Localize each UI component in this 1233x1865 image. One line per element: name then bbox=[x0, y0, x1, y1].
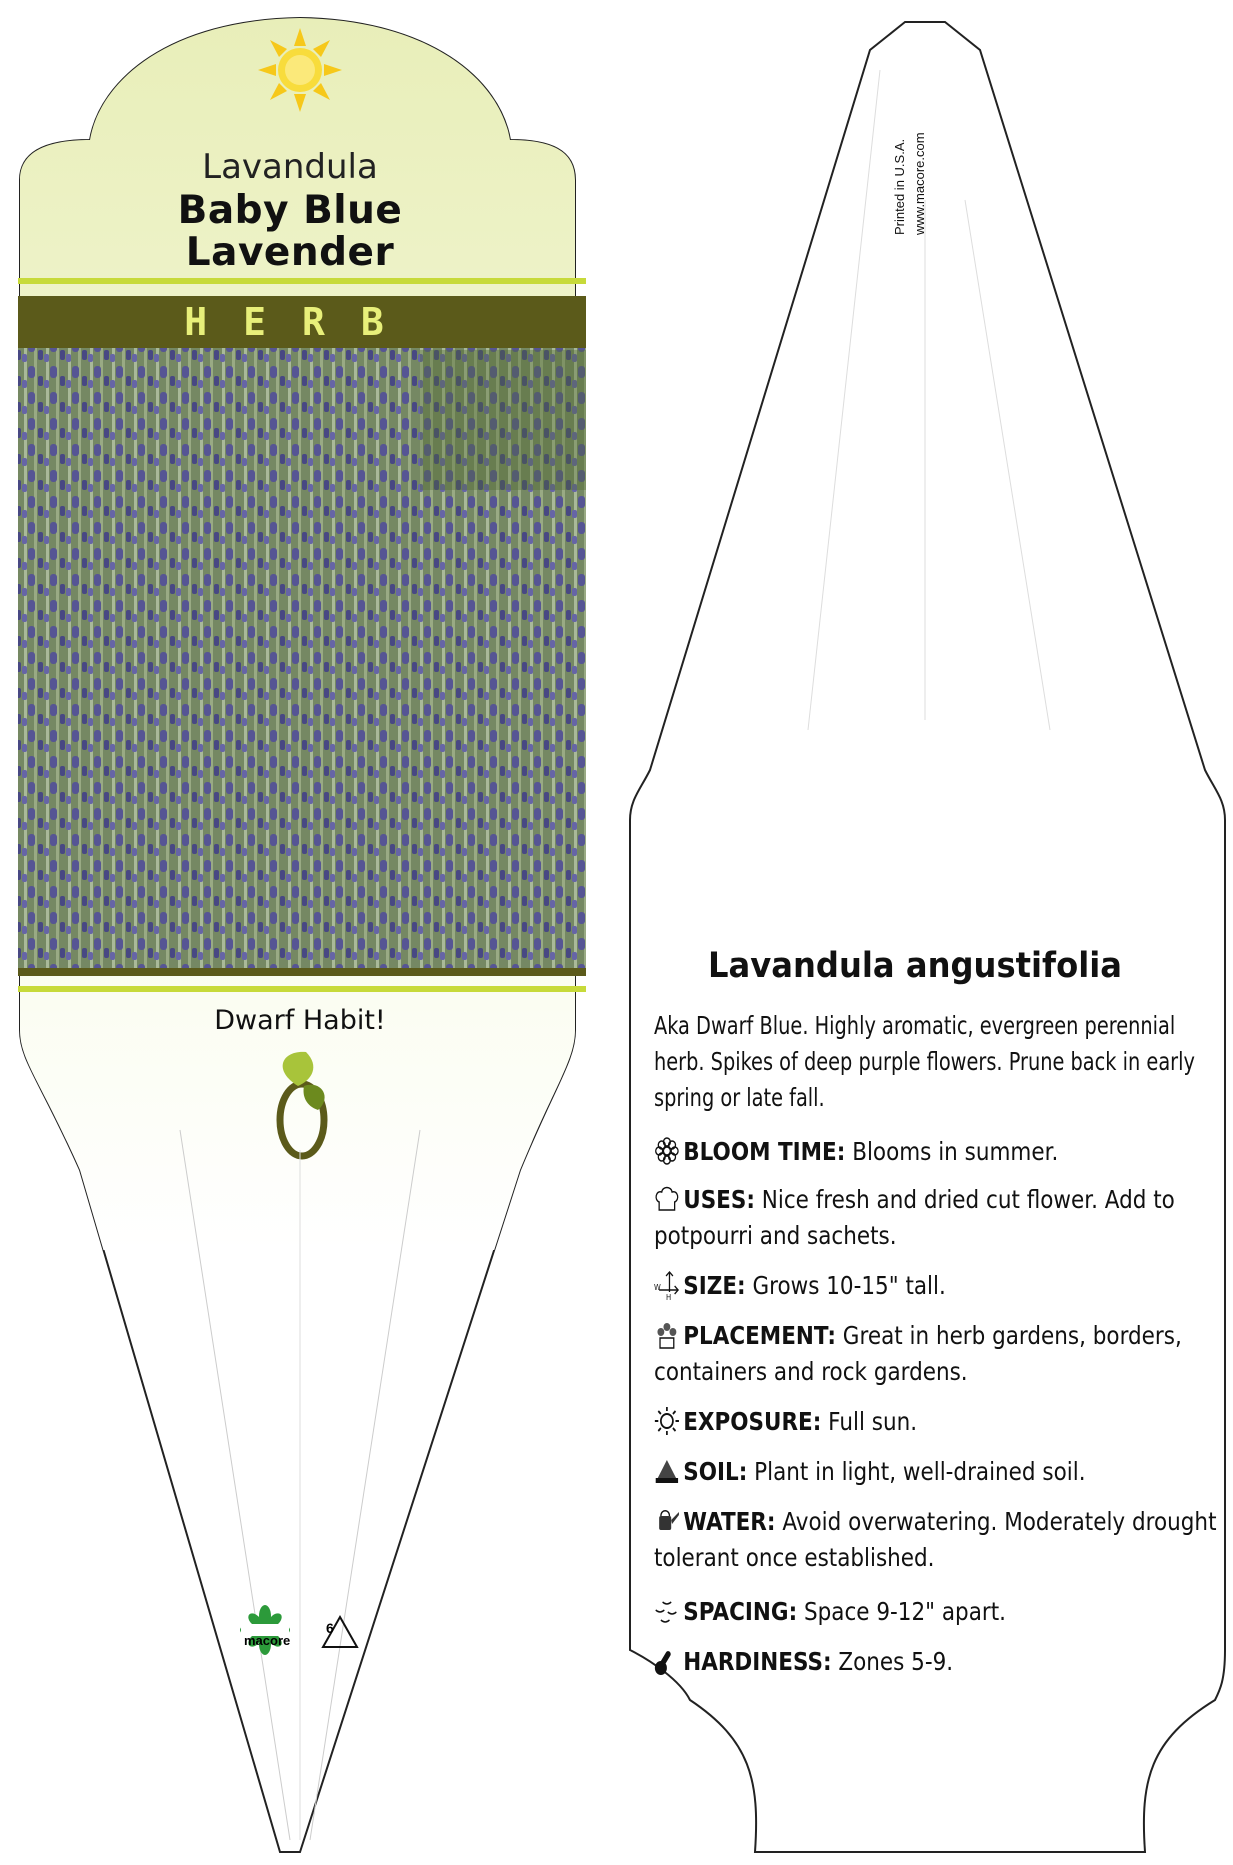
attr-label: PLACEMENT: bbox=[683, 1321, 836, 1350]
attr-label: SPACING: bbox=[683, 1597, 798, 1626]
sun-outline-icon bbox=[654, 1406, 680, 1436]
recycle-code: 6 bbox=[326, 1620, 334, 1636]
printed-info bbox=[892, 85, 944, 245]
brand-name: macore bbox=[244, 1633, 291, 1648]
back-tag bbox=[630, 22, 1225, 1852]
front-tag bbox=[0, 0, 600, 1852]
attr-bloom-time bbox=[654, 1134, 1222, 1170]
attr-label: SOIL: bbox=[683, 1457, 748, 1486]
attr-text: Great in herb gardens, borders, containers and rock gardens. bbox=[654, 1321, 1182, 1386]
attr-size bbox=[654, 1268, 1222, 1304]
attr-text: Space 9-12" apart. bbox=[804, 1597, 1006, 1626]
genus-name: Lavandula bbox=[202, 147, 378, 187]
common-name-line2: Lavender bbox=[185, 230, 395, 275]
attr-text: Zones 5-9. bbox=[838, 1647, 954, 1676]
attr-water bbox=[654, 1504, 1222, 1576]
svg-text:H: H bbox=[666, 1292, 672, 1300]
svg-text:W: W bbox=[654, 1282, 661, 1293]
attr-label: SIZE: bbox=[683, 1271, 746, 1300]
attr-spacing bbox=[654, 1594, 1222, 1630]
attr-label: HARDINESS: bbox=[683, 1647, 832, 1676]
size-arrows-icon bbox=[654, 1270, 680, 1300]
attr-label: BLOOM TIME: bbox=[683, 1137, 846, 1166]
plant-placement-icon bbox=[654, 1320, 680, 1350]
attr-hardiness bbox=[654, 1644, 1222, 1680]
flower-icon bbox=[654, 1136, 680, 1166]
attr-soil bbox=[654, 1454, 1222, 1490]
printed-line2: www.macore.com bbox=[912, 132, 927, 235]
lavender-photo bbox=[18, 348, 586, 968]
attr-label: USES: bbox=[683, 1185, 755, 1214]
description: Aka Dwarf Blue. Highly aromatic, evergreen perennial herb. Spikes of deep purple flowers. Prune back in early spring or late fall. bbox=[654, 1011, 1195, 1112]
attr-text: Full sun. bbox=[828, 1407, 918, 1436]
scientific-name: Lavandula angustifolia bbox=[708, 946, 1122, 986]
attr-uses bbox=[654, 1182, 1222, 1254]
attr-label: EXPOSURE: bbox=[683, 1407, 822, 1436]
attr-text: Blooms in summer. bbox=[852, 1137, 1059, 1166]
chef-hat-icon bbox=[654, 1184, 680, 1214]
attr-exposure bbox=[654, 1404, 1222, 1440]
category-label: HERB bbox=[184, 300, 420, 344]
thermometer-icon bbox=[654, 1646, 680, 1676]
birds-spacing-icon bbox=[654, 1596, 680, 1626]
attr-text: Nice fresh and dried cut flower. Add to potpourri and sachets. bbox=[654, 1185, 1175, 1250]
attr-label: WATER: bbox=[683, 1507, 776, 1536]
attr-text: Grows 10-15" tall. bbox=[752, 1271, 946, 1300]
attr-placement bbox=[654, 1318, 1222, 1390]
printed-line1: Printed in U.S.A. bbox=[892, 138, 907, 235]
soil-icon bbox=[654, 1456, 680, 1486]
sun-icon bbox=[258, 28, 342, 112]
common-name-line1: Baby Blue bbox=[177, 188, 403, 233]
attr-text: Avoid overwatering. Moderately drought tolerant once established. bbox=[654, 1507, 1217, 1572]
tagline: Dwarf Habit! bbox=[214, 1005, 386, 1036]
watering-can-icon bbox=[654, 1506, 680, 1536]
attr-text: Plant in light, well-drained soil. bbox=[754, 1457, 1086, 1486]
